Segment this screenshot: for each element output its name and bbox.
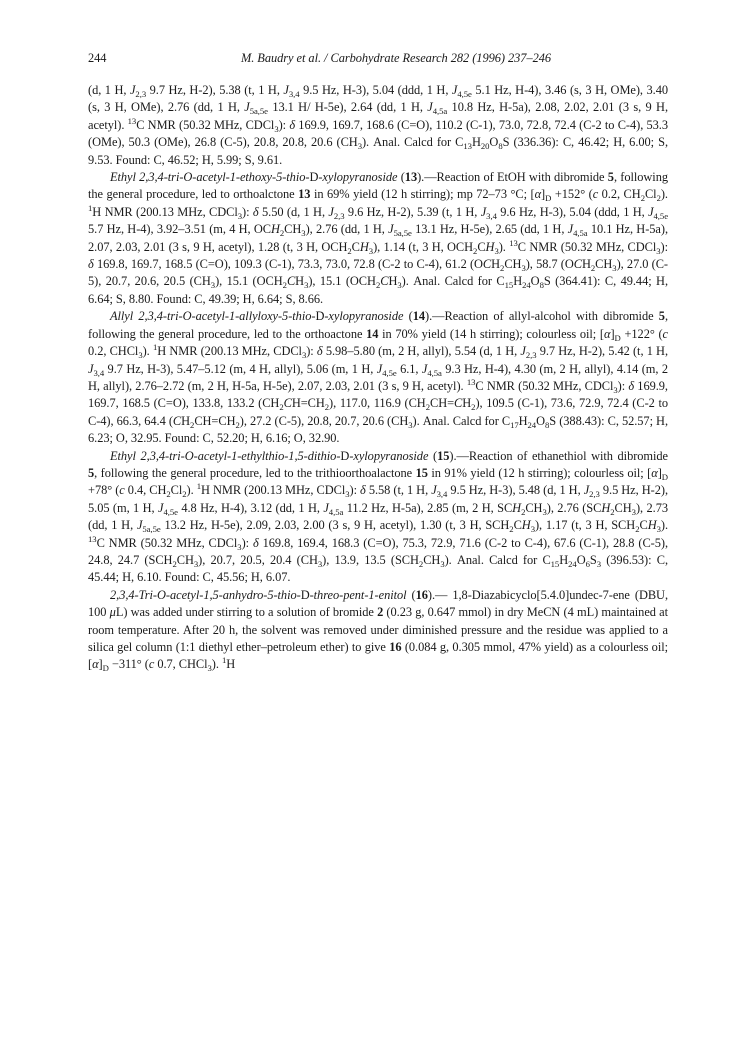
article-body (88, 82, 668, 674)
page-header (88, 50, 668, 70)
paragraph-4: Ethyl 2,3,4-tri-O-acetyl-1-ethylthio-1,5-dithio-D-xylopyranoside (15).—Reaction of ethanethiol with dibromide 5, following the general procedure, led to the trithioorthoalactone 15 in 91% yield (12 h stirring); colourless oil; $[\alpha]_D +78^\circ$ (c 0.4, $CH_2Cl_2$). $^1$H NMR (200.13 MHz, CDCl$_3$): δ 5.58 (t, 1 H, $J_{3,4}$ 9.5 Hz, H-3), 5.48 (d, 1 H, $J_{2,3}$ 9.5 Hz, H-2), 5.05 (m, 1 H, $J_{4,5e}$ 4.8 Hz, H-4), 3.12 (dd, 1 H, $J_{4,5a}$ 11.2 Hz, H-5a), 2.85 (m, 2 H, $SCH_2CH_3$), 2.76 $(SCH_2CH_3)$, 2.73 (dd, 1 H, $J_{5a,5e}$ 13.2 Hz, H-5e), 2.09, 2.03, 2.00 (3 s, 9 H, acetyl), 1.30 (t, 3 H, $SCH_2CH_3$), 1.17 (t, 3 H, $SCH_2CH_3$). $^{13}$C NMR (50.32 MHz, CDCl$_3$): δ 169.8, 169.4, 168.3 (C=O), 75.3, 72.9, 71.6 (C-2 to C-4), 67.6 (C-1), 28.8 (C-5), 24.8, 24.7 $(SCH_2CH_3)$, 20.7, 20.5, 20.4 $(CH_3)$, 13.9, 13.5 $(SCH_2CH_3)$. Anal. Calcd for $C_{15}H_{24}O_6S_3$ (396.53): C, 45.44; H, 6.10. Found: C, 45.56; H, 6.07. (88, 448, 669, 585)
page-number: 244 (88, 51, 107, 65)
running-title: M. Baudry et al. / Carbohydrate Research 282 (1996) 237–246 (240, 51, 552, 65)
paragraph-1: (d, 1 H, $J_{2,3}$ 9.7 Hz, H-2), 5.38 (t, 1 H, $J_{3,4}$ 9.5 Hz, H-3), 5.04 (ddd, 1 H, $J_{4,5e}$ 5.1 Hz, H-4), 3.46 (s, 3 H, OMe), 3.40 (s, 3 H, OMe), 2.76 (dd, 1 H, $J_{5a,5e}$ 13.1 H/ H-5e), 2.64 (dd, 1 H, $J_{4,5a}$ 10.8 Hz, H-5a), 2.08, 2.02, 2.01 (3 s, 9 H, acetyl). $^{13}$C NMR (50.32 MHz, CDCl$_3$): δ 169.9, 169.7, 168.6 (C=O), 110.2 (C-1), 73.0, 72.8, 72.4 (C-2 to C-4), 53.3 (OMe), 50.3 (OMe), 26.8 (C-5), 20.8, 20.8, 20.6 $(CH_3)$. Anal. Calcd for $C_{13}H_{20}O_8S$ (336.36): C, 46.42; H, 6.00; S, 9.53. Found: C, 46.52; H, 5.99; S, 9.61. (88, 83, 669, 167)
paragraph-2: Ethyl 2,3,4-tri-O-acetyl-1-ethoxy-5-thio-D-xylopyranoside (13).—Reaction of EtOH with dibromide 5, following the general procedure, led to orthoalctone 13 in 69% yield (12 h stirring); mp 72–73 °C; $[\alpha]_D +152^\circ$ (c 0.2, $CH_2Cl_2$). $^1$H NMR (200.13 MHz, CDCl$_3$): δ 5.50 (d, 1 H, $J_{2,3}$ 9.6 Hz, H-2), 5.39 (t, 1 H, $J_{3,4}$ 9.6 Hz, H-3), 5.04 (ddd, 1 H, $J_{4,5e}$ 5.7 Hz, H-4), 3.92–3.51 (m, 4 H, $OCH_2CH_3$), 2.76 (dd, 1 H, $J_{5a,5e}$ 13.1 Hz, H-5e), 2.65 (dd, 1 H, $J_{4,5a}$ 10.1 Hz, H-5a), 2.07, 2.03, 2.01 (3 s, 9 H, acetyl), 1.28 (t, 3 H, $OCH_2CH_3$), 1.14 (t, 3 H, $OCH_2CH_3$). $^{13}$C NMR (50.32 MHz, CDCl$_3$): δ 169.8, 169.7, 168.5 (C=O), 109.3 (C-1), 73.3, 73.0, 72.8 (C-2 to C-4), 61.2 $(OCH_2CH_3)$, 58.7 $(OCH_2CH_3)$, 27.0 (C-5), 20.7, 20.6, 20.5 $(CH_3)$, 15.1 $(OCH_2CH_3)$, 15.1 $(OCH_2CH_3)$. Anal. Calcd for $C_{15}H_{24}O_8S$ (364.41): C, 49.44; H, 6.64; S, 8.80. Found: C, 49.39; H, 6.64; S, 8.66. (88, 170, 669, 306)
paragraph-5: 2,3,4-Tri-O-acetyl-1,5-anhydro-5-thio-D-threo-pent-1-enitol (16).— 1,8-Diazabicyclo[5.4.0]undec-7-ene (DBU, 100 μL) was added under stirring to a solution of bromide 2 (0.23 g, 0.647 mmol) in dry MeCN (4 mL) maintained at room temperature. After 20 h, the solvent was removed under diminished pressure and the residue was applied to a silica gel column (1:1 diethyl ether–petroleum ether) to give 16 (0.084 g, 0.305 mmol, 47% yield) as a colourless oil; $[\alpha]_D -311^\circ$ (c 0.7, CHCl$_3$). $^1$H (88, 587, 669, 674)
journal-page (88, 50, 668, 674)
paragraph-3: Allyl 2,3,4-tri-O-acetyl-1-allyloxy-5-thio-D-xylopyranoside (14).—Reaction of allyl-alcohol with dibromide 5, following the general procedure, led to the orthoactone 14 in 70% yield (14 h stirring); colourless oil; $[\alpha]_D +122^\circ$ (c 0.2, CHCl$_3$). $^1$H NMR (200.13 MHz, CDCl$_3$): δ 5.98–5.80 (m, 2 H, allyl), 5.54 (d, 1 H, $J_{2,3}$ 9.7 Hz, H-2), 5.42 (t, 1 H, $J_{3,4}$ 9.7 Hz, H-3), 5.47–5.12 (m, 4 H, allyl), 5.06 (m, 1 H, $J_{4,5e}$ 6.1, $J_{4,5a}$ 9.3 Hz, H-4), 4.30 (m, 2 H, allyl), 4.14 (m, 2 H, allyl), 2.76–2.72 (m, 2 H, H-5a, H-5e), 2.07, 2.03, 2.01 (3 s, 9 H, acetyl). $^{13}$C NMR (50.32 MHz, CDCl$_3$): δ 169.9, 169.7, 168.5 (C=O), 133.8, 133.2 $(CH_2CH=CH_2)$, 117.0, 116.9 $(CH_2CH=CH_2)$, 109.5 (C-1), 73.6, 72.9, 72.4 (C-2 to C-4), 66.3, 64.4 $(CH_2CH=CH_2)$, 27.2 (C-5), 20.8, 20.7, 20.6 $(CH_3)$. Anal. Calcd for $C_{17}H_{24}O_8S$ (388.43): C, 52.57; H, 6.23; O, 32.95. Found: C, 52.20; H, 6.16; O, 32.90. (88, 309, 669, 446)
